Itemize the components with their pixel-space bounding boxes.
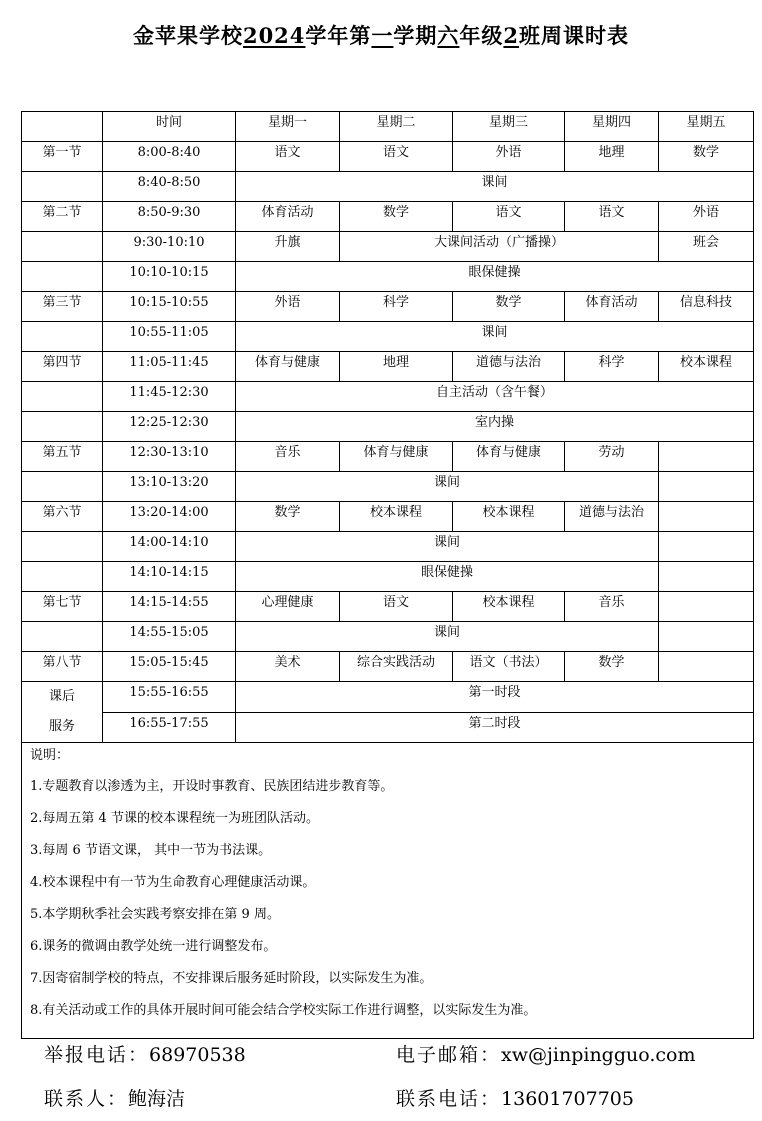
time-cell: 11:05-11:45 [103,352,236,382]
class-cell [659,592,754,622]
period-cell [22,622,103,652]
header-cell: 星期五 [659,112,754,142]
class-cell: 语文 [565,202,659,232]
after-school-label: 课后 [48,689,75,704]
period-cell: 第七节 [22,592,103,622]
note-item: 5.本学期秋季社会实践考察安排在第 9 周。 [30,907,280,922]
time-cell: 10:10-10:15 [103,262,236,292]
report-phone-value: 68970538 [149,1044,246,1066]
title-grade: 六 [437,23,460,48]
class-cell: 校本课程 [453,502,565,532]
table-row [22,622,754,652]
note-item: 1.专题教育以渗透为主，开设时事教育、民族团结进步教育等。 [30,779,394,794]
class-cell: 外语 [236,292,340,322]
header-row [22,112,754,142]
title-text: 班周课时表 [519,23,630,48]
table-row [22,592,754,622]
span-cell: 第二时段 [236,712,754,743]
table-row [22,262,754,292]
span-cell: 眼保健操 [236,262,754,292]
class-cell: 劳动 [565,442,659,472]
note-item: 6.课务的微调由教学处统一进行调整发布。 [30,939,277,954]
table-row [22,232,754,262]
table-row [22,532,754,562]
class-cell: 数学 [659,142,754,172]
table-row [22,412,754,442]
class-cell: 体育活动 [236,202,340,232]
class-cell: 数学 [453,292,565,322]
period-cell [22,322,103,352]
table-row [22,142,754,172]
time-cell: 15:55-16:55 [103,682,236,713]
time-cell: 14:10-14:15 [103,562,236,592]
contact-person-label: 联系人： [44,1088,129,1110]
note-item: 7.因寄宿制学校的特点，不安排课后服务延时阶段，以实际发生为准。 [30,971,433,986]
span-cell: 眼保健操 [236,562,659,592]
contact-person-value: 鲍海洁 [128,1088,186,1110]
after-school-label: 服务 [48,719,75,734]
contact-phone-value: 13601707705 [501,1088,634,1110]
page-title [0,20,762,50]
header-cell: 星期四 [565,112,659,142]
period-cell [22,262,103,292]
period-cell: 第六节 [22,502,103,532]
email [396,1040,695,1067]
span-cell: 第一时段 [236,682,754,713]
header-cell: 时间 [103,112,236,142]
period-cell [22,382,103,412]
timetable [21,111,754,1039]
time-cell: 10:15-10:55 [103,292,236,322]
table-row [22,202,754,232]
table-row [22,382,754,412]
period-cell: 第五节 [22,442,103,472]
table-row [22,562,754,592]
note-item: 8.有关活动或工作的具体开展时间可能会结合学校实际工作进行调整，以实际发生为准。 [30,1003,537,1018]
after-school-service-cell [22,682,103,743]
header-cell: 星期三 [453,112,565,142]
table-row [22,442,754,472]
span-cell: 室内操 [236,412,754,442]
class-cell: 语文 [340,592,453,622]
class-cell: 体育活动 [565,292,659,322]
time-cell: 8:40-8:50 [103,172,236,202]
title-school: 金苹果学校 [132,23,243,48]
title-year: 2024 [242,23,306,48]
period-cell [22,472,103,502]
class-cell [659,622,754,652]
class-cell: 音乐 [565,592,659,622]
note-item: 4.校本课程中有一节为生命教育心理健康活动课。 [30,875,316,890]
class-cell: 语文 [340,142,453,172]
time-cell: 12:30-13:10 [103,442,236,472]
span-cell: 自主活动（含午餐） [236,382,754,412]
period-cell [22,532,103,562]
class-cell: 数学 [236,502,340,532]
time-cell: 13:20-14:00 [103,502,236,532]
time-cell: 14:00-14:10 [103,532,236,562]
class-cell: 语文 [453,202,565,232]
notes-section [22,743,754,1039]
period-cell: 第四节 [22,352,103,382]
contact-phone-label: 联系电话： [396,1088,502,1110]
time-cell: 13:10-13:20 [103,472,236,502]
period-cell [22,172,103,202]
span-cell: 课间 [236,172,754,202]
table-row [22,172,754,202]
period-cell [22,412,103,442]
class-cell: 信息科技 [659,292,754,322]
class-cell: 外语 [659,202,754,232]
class-cell: 综合实践活动 [340,652,453,682]
table-row [22,322,754,352]
title-class: 2 [503,23,520,48]
class-cell: 班会 [659,232,754,262]
table-row [22,292,754,322]
table-row [22,682,754,713]
class-cell: 体育与健康 [236,352,340,382]
time-cell: 16:55-17:55 [103,712,236,743]
time-cell: 14:15-14:55 [103,592,236,622]
span-cell: 课间 [236,322,754,352]
class-cell: 科学 [565,352,659,382]
email-label: 电子邮箱： [396,1044,502,1066]
title-term: 一 [371,23,394,48]
class-cell: 升旗 [236,232,340,262]
class-cell: 体育与健康 [340,442,453,472]
period-cell: 第八节 [22,652,103,682]
time-cell: 10:55-11:05 [103,322,236,352]
table-row [22,352,754,382]
time-cell: 15:05-15:45 [103,652,236,682]
notes-label: 说明： [30,748,70,763]
time-cell: 8:50-9:30 [103,202,236,232]
class-cell [659,442,754,472]
period-cell: 第一节 [22,142,103,172]
period-cell [22,562,103,592]
email-value[interactable]: xw@jinpingguo.com [501,1044,696,1066]
class-cell: 数学 [340,202,453,232]
class-cell: 校本课程 [453,592,565,622]
class-cell: 心理健康 [236,592,340,622]
class-cell: 语文（书法） [453,652,565,682]
table-row [22,502,754,532]
class-cell: 音乐 [236,442,340,472]
period-cell: 第三节 [22,292,103,322]
class-cell [659,472,754,502]
period-cell: 第二节 [22,202,103,232]
class-cell: 道德与法治 [565,502,659,532]
time-cell: 11:45-12:30 [103,382,236,412]
class-cell: 数学 [565,652,659,682]
class-cell: 地理 [565,142,659,172]
class-cell: 体育与健康 [453,442,565,472]
class-cell: 科学 [340,292,453,322]
period-cell [22,232,103,262]
class-cell: 美术 [236,652,340,682]
notes-row [22,743,754,1039]
title-text: 年级 [459,23,504,48]
contact-phone [396,1084,634,1111]
time-cell: 9:30-10:10 [103,232,236,262]
class-cell [659,562,754,592]
span-cell: 课间 [236,622,659,652]
class-cell: 校本课程 [659,352,754,382]
class-cell: 地理 [340,352,453,382]
span-cell: 课间 [236,472,659,502]
table-row [22,472,754,502]
class-cell: 校本课程 [340,502,453,532]
class-cell: 外语 [453,142,565,172]
class-cell [659,502,754,532]
title-text: 学期 [393,23,438,48]
class-cell: 语文 [236,142,340,172]
class-cell [659,532,754,562]
time-cell: 8:00-8:40 [103,142,236,172]
header-cell: 星期二 [340,112,453,142]
report-phone [44,1040,246,1067]
header-cell: 星期一 [236,112,340,142]
note-item: 2.每周五第 4 节课的校本课程统一为班团队活动。 [30,811,319,826]
time-cell: 12:25-12:30 [103,412,236,442]
time-cell: 14:55-15:05 [103,622,236,652]
table-row [22,652,754,682]
class-cell: 道德与法治 [453,352,565,382]
table-row [22,712,754,743]
title-text: 学年第 [305,23,372,48]
span-cell: 课间 [236,532,659,562]
contact-person [44,1084,185,1111]
note-item: 3.每周 6 节语文课， 其中一节为书法课。 [30,843,272,858]
report-phone-label: 举报电话： [44,1044,150,1066]
class-cell [659,652,754,682]
header-cell [22,112,103,142]
span-cell: 大课间活动（广播操） [340,232,659,262]
